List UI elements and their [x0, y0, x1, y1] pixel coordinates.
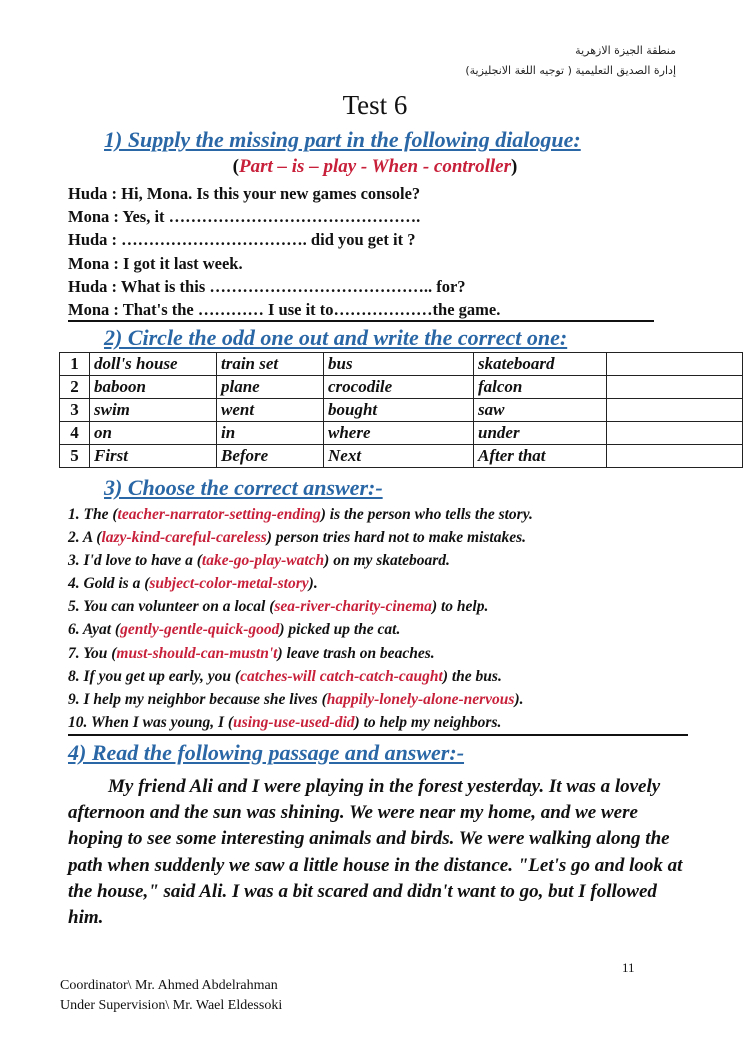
list-item	[68, 665, 708, 688]
page-number: 11	[622, 960, 635, 975]
dialogue	[68, 182, 668, 321]
word-cell: falcon	[474, 376, 607, 399]
question-text: ) the bus.	[442, 667, 502, 685]
answer-cell	[607, 445, 743, 468]
multiple-choice-list	[68, 503, 708, 734]
question-text: ) is the person who tells the story.	[320, 506, 533, 523]
answer-cell	[607, 376, 743, 399]
row-number: 2	[60, 376, 90, 399]
word-cell: under	[474, 422, 607, 445]
row-number: 5	[60, 445, 90, 468]
word-cell: baboon	[90, 376, 217, 399]
section-4-heading: 4) Read the following passage and answer:-	[68, 740, 465, 765]
question-text: ) leave trash on beaches.	[277, 644, 435, 662]
word-cell: Next	[324, 445, 474, 468]
odd-one-out-table	[59, 352, 743, 468]
question-text: ) person tries hard not to make mistakes.	[266, 529, 526, 547]
test-title: Test 6	[342, 90, 408, 120]
section-3-heading: 3) Choose the correct answer:-	[104, 475, 383, 500]
answer-cell	[607, 353, 743, 376]
dialogue-line: Huda : What is this ………………………………….. for?	[68, 276, 466, 296]
question-text: ) to help.	[431, 598, 489, 616]
question-text: ) picked up the cat.	[279, 621, 401, 639]
row-number: 1	[60, 353, 90, 376]
word-cell: saw	[474, 399, 607, 422]
word-cell: plane	[217, 376, 324, 399]
table-row	[60, 376, 743, 399]
question-text: 5. You can volunteer on a local (	[68, 598, 275, 616]
answer-options: must-should-can-mustn't	[116, 644, 278, 662]
answer-options: lazy-kind-careful-careless	[101, 529, 267, 547]
list-item	[68, 711, 708, 734]
question-text: 8. If you get up early, you (	[68, 667, 241, 685]
word-cell: bus	[324, 353, 474, 376]
question-text: 4. Gold is a (	[68, 575, 150, 593]
row-number: 3	[60, 399, 90, 422]
list-item	[68, 618, 708, 641]
list-item	[68, 688, 708, 711]
answer-cell	[607, 399, 743, 422]
question-text: 7. You (	[68, 644, 117, 662]
table-row	[60, 399, 743, 422]
dialogue-line: Huda : Hi, Mona. Is this your new games console?	[68, 184, 421, 203]
word-cell: First	[90, 445, 217, 468]
footer-coordinator: Coordinator\ Mr. Ahmed Abdelrahman	[60, 978, 278, 993]
question-text: ).	[308, 575, 318, 593]
question-text: ) to help my neighbors.	[354, 713, 502, 731]
word-cell: After that	[474, 445, 607, 468]
answer-options: sea-river-charity-cinema	[274, 598, 432, 616]
word-cell: on	[90, 422, 217, 445]
question-text: 10. When I was young, I (	[68, 713, 234, 731]
word-bank	[0, 156, 750, 178]
header-arabic-region: منطقة الجيزة الازهرية	[575, 44, 676, 57]
question-text: ).	[514, 690, 524, 708]
section-1-heading: 1) Supply the missing part in the following dialogue:	[104, 127, 581, 152]
word-bank-open-paren: (	[232, 156, 239, 177]
word-cell: swim	[90, 399, 217, 422]
header-arabic-administration: إدارة الصديق التعليمية ( توجيه اللغة الانجليزية)	[465, 64, 676, 77]
list-item	[68, 595, 708, 618]
list-item	[68, 549, 708, 572]
dialogue-line: Huda : ……………………………. did you get it ?	[68, 230, 416, 250]
section-2-heading: 2) Circle the odd one out and write the correct one:	[104, 325, 568, 350]
dialogue-line: Mona : Yes, it ……………………………………….	[68, 207, 421, 227]
table-row	[60, 445, 743, 468]
word-cell: doll's house	[90, 353, 217, 376]
answer-options: gently-gentle-quick-good	[120, 621, 280, 639]
answer-options: teacher-narrator-setting-ending	[117, 506, 321, 523]
list-item	[68, 526, 708, 549]
question-text: 9. I help my neighbor because she lives (	[68, 690, 327, 708]
word-cell: skateboard	[474, 353, 607, 376]
word-cell: Before	[217, 445, 324, 468]
row-number: 4	[60, 422, 90, 445]
word-cell: went	[217, 399, 324, 422]
list-item	[68, 503, 708, 526]
word-bank-words: Part – is – play - When - controller	[239, 156, 511, 177]
question-text: 6. Ayat (	[68, 621, 121, 639]
dialogue-line: Mona : That's the ………… I use it to………………the game.	[68, 299, 501, 319]
list-item	[68, 642, 708, 665]
dialogue-line: Mona : I got it last week.	[68, 253, 243, 273]
word-cell: in	[217, 422, 324, 445]
section-divider	[68, 734, 688, 736]
question-text: 1. The (	[68, 506, 118, 523]
answer-options: subject-color-metal-story	[149, 575, 309, 593]
footer-supervision: Under Supervision\ Mr. Wael Eldessoki	[60, 998, 283, 1013]
table-row	[60, 422, 743, 445]
answer-options: using-use-used-did	[233, 713, 355, 731]
question-text: 3. I'd love to have a (	[68, 552, 202, 570]
word-cell: train set	[217, 353, 324, 376]
question-text: 2. A (	[68, 529, 102, 547]
word-cell: bought	[324, 399, 474, 422]
word-cell: crocodile	[324, 376, 474, 399]
reading-passage: My friend Ali and I were playing in the forest yesterday. It was a lovely afternoon and the sun was shining. We were near my home, and we were hoping to see some interesting animals and birds. We were walking along the path when suddenly we saw a little house in the distance. "Let's go and look at the house," said Ali. I was a bit scared and didn't want to go, but I followed him.	[68, 776, 683, 929]
section-divider	[68, 320, 654, 322]
word-cell: where	[324, 422, 474, 445]
answer-options: take-go-play-watch	[201, 552, 325, 570]
table-row	[60, 353, 743, 376]
answer-cell	[607, 422, 743, 445]
answer-options: happily-lonely-alone-nervous	[326, 690, 515, 708]
answer-options: catches-will catch-catch-caught	[240, 667, 443, 685]
word-bank-close-paren: )	[511, 156, 518, 177]
question-text: ) on my skateboard.	[324, 552, 450, 570]
list-item	[68, 572, 708, 595]
